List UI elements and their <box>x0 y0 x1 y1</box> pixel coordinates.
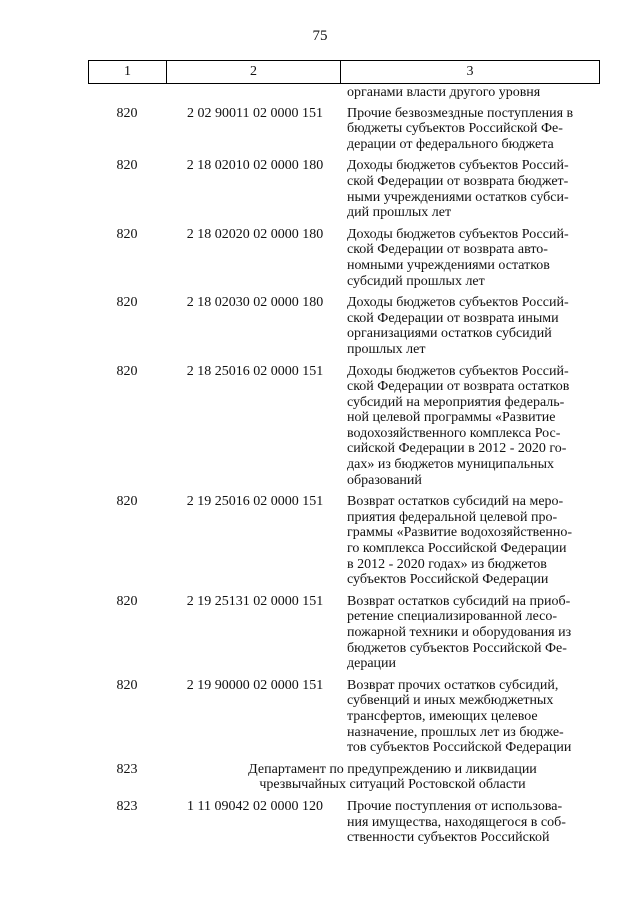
income-name: Прочие безвозмездные поступления в бюджеты субъектов Российской Фе- дерации от федерального бюджета <box>347 105 574 152</box>
admin-code: 820 <box>116 363 138 379</box>
income-name: Возврат прочих остатков субсидий, субвенций и иных межбюджетных трансфертов, имеющих целевое назначение, прошлых лет из бюдже- тов субъектов Российской Федерации <box>347 677 572 756</box>
department-name: Департамент по предупреждению и ликвидации чрезвычайных ситуаций Ростовской области <box>248 761 537 793</box>
budget-code: 2 19 90000 02 0000 151 <box>186 677 324 693</box>
table-row <box>88 594 599 672</box>
income-name: Возврат остатков субсидий на приоб- ретение специализированной лесо- пожарной техники и оборудования из бюджетов субъектов Российской Фе- дерации <box>347 593 572 672</box>
admin-code: 823 <box>116 798 138 814</box>
budget-code: 2 19 25131 02 0000 151 <box>186 593 324 609</box>
admin-code: 820 <box>116 494 138 510</box>
table-row <box>88 227 599 289</box>
income-name: Возврат остатков субсидий на меро- приятия федеральной целевой про- граммы «Развитие водохозяйственно- го комплекса Российской Федерации в 2012 - 2020 годах» из бюджетов субъектов Российской Федерации <box>347 494 573 588</box>
budget-code: 2 18 02030 02 0000 180 <box>186 295 324 311</box>
budget-code: 2 18 02020 02 0000 180 <box>186 226 324 242</box>
admin-code: 820 <box>116 677 138 693</box>
table-row <box>88 106 599 153</box>
admin-code: 823 <box>116 761 138 777</box>
table-row <box>88 364 599 489</box>
income-name: Доходы бюджетов субъектов Россий- ской Федерации от возврата бюджет- ными учреждениями остатков субси- дий прошлых лет <box>347 158 569 221</box>
table-row <box>88 494 599 588</box>
admin-code: 820 <box>116 158 138 174</box>
table-row <box>88 295 599 357</box>
income-name: Доходы бюджетов субъектов Россий- ской Федерации от возврата остатков субсидий на мероприятия федераль- ной целевой программы «Развитие водохозяйственного комплекса Рос- сийской Федерации в 2012 - 2020 го- дах» из бюджетов муниципальных образований <box>347 363 570 488</box>
table-header <box>88 60 600 84</box>
page-number: 75 <box>312 28 328 44</box>
budget-code: 1 11 09042 02 0000 120 <box>187 798 323 814</box>
income-name: Доходы бюджетов субъектов Россий- ской Федерации от возврата авто- номными учреждениями остатков субсидий прошлых лет <box>347 226 569 289</box>
column-header-1: 1 <box>89 61 167 84</box>
continuation-text: органами власти другого уровня <box>347 85 541 100</box>
column-header-2: 2 <box>167 61 341 84</box>
column-header-3: 3 <box>341 61 600 84</box>
income-name: Доходы бюджетов субъектов Россий- ской Федерации от возврата иными организациями остатков субсидий прошлых лет <box>347 295 569 357</box>
department-row <box>88 762 599 793</box>
table-row <box>88 158 599 220</box>
table-body <box>88 85 599 852</box>
table-row <box>88 799 599 846</box>
budget-code: 2 18 02010 02 0000 180 <box>186 158 324 174</box>
income-name: Прочие поступления от использова- ния имущества, находящегося в соб- ственности субъектов Российской <box>347 798 566 846</box>
table-row <box>88 678 599 756</box>
admin-code: 820 <box>116 105 138 121</box>
admin-code: 820 <box>116 226 138 242</box>
budget-code: 2 18 25016 02 0000 151 <box>186 363 324 379</box>
admin-code: 820 <box>116 295 138 311</box>
budget-code: 2 02 90011 02 0000 151 <box>187 105 323 121</box>
budget-code: 2 19 25016 02 0000 151 <box>186 494 324 510</box>
admin-code: 820 <box>116 593 138 609</box>
continuation-row <box>88 85 599 101</box>
